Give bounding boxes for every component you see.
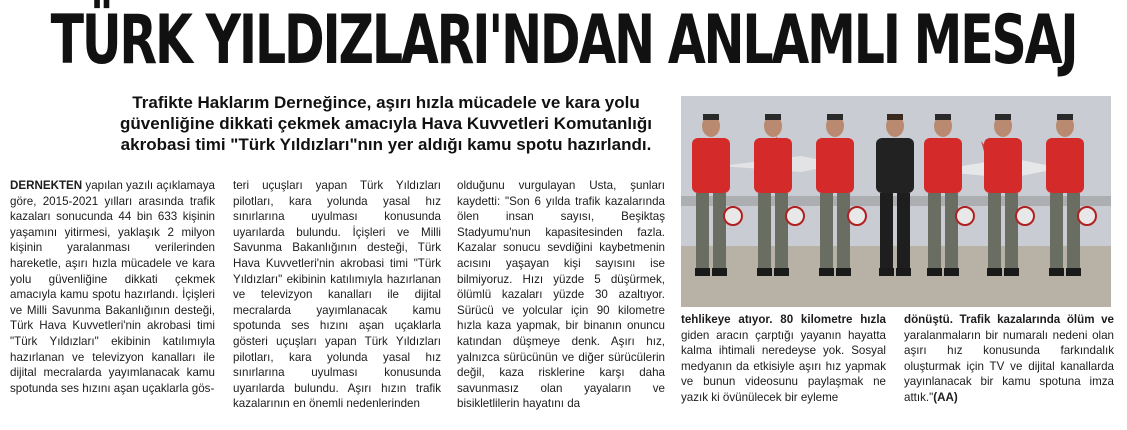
- column-2: [233, 178, 441, 412]
- column-4: [681, 312, 886, 406]
- photo-ground: [681, 246, 1111, 307]
- column-5: [904, 312, 1114, 406]
- column-3-text: olduğunu vurgulayan Usta, şunları kaydetti: "Son 6 yılda trafik kazalarında ölen insan sayısı, Beşiktaş Stadyumu'nun kapasitesinden fazla. Kazalar sonucu sevdiğini kaybetmenin acısını yaşayan kişi sayısını ise bilmiyoruz. Hızı yüzde 5 düşürmek, ölümlü kazaları yüzde 30 azaltıyor. Sürücü ve yolcular için 90 kilometre hızla kaza yapmak, bir binanın onuncu katından düşmeye denk. Aşırı hız, yalnızca sürücünün ve diğer sürücülerin değil, kaza risklerine karşı daha savunmasız olan yayaların ve bisikletlilerin hayatını da: [457, 179, 665, 411]
- team-photo-illustration: [681, 96, 1111, 307]
- column-1-lead: DERNEKTEN: [10, 179, 83, 192]
- source-tag: (AA): [933, 390, 958, 404]
- column-2-text: teri uçuşları yapan Türk Yıldızları pilotları, kara yolunda yasal hız sınırlarına uyulması konusunda uyarılarda bulundu. İçişleri ve Milli Savunma Bakanlığının desteği, Türk Hava Kuvvetleri'nin akrobasi timi "Türk Yıldızları" ekibinin katılımıyla hazırlanan ve televizyon kanalları ile dijital mecralarda yayımlanacak kamu spotunda ses hızını aşan uçaklarla gösteri uçuşları yapan Türk Yıldızları pilotları, kara yolunda yasal hız sınırlarına uyulması konusunda uyarılarda bulundu. Aşırı hızın trafik kazalarının en önemli nedenlerinden: [233, 179, 441, 411]
- column-3: [457, 178, 665, 412]
- column-4-text: giden aracın çarptığı yayanın hayatta kalma ihtimali neredeyse yok. Sosyal medyanın da etkisiyle aşırı hız yapmak ve bunun videosunu paylaşmak ne yazık ki övünülecek bir eyleme: [681, 328, 886, 404]
- spot-text: Trafikte Haklarım Derneğince, aşırı hızla mücadele ve kara yolu güvenliğine dikkati çekmek amacıyla Hava Kuvvetleri Komutanlığı akrobasi timi "Türk Yıldızları"nın yer aldığı kamu spotu hazırlandı.: [120, 93, 652, 154]
- column-5-lead: dönüştü. Trafik kazalarında ölüm ve: [904, 313, 1114, 326]
- column-1-text: yapılan yazılı açıklamaya göre, 2015-2021 yılları arasında trafik kazaları sonucunda 44 bin 633 kişinin yaşamını yitirmesi, yaklaşık 2 milyon kişinin yaralanması verilerinden hareketle, aşırı hızla mücadele ve kara yolu güvenliğine dikkati çekmek amacıyla kamu spotu hazırlandı. İçişleri ve Milli Savunma Bakanlığının desteği, Türk Hava Kuvvetleri'nin akrobasi timi "Türk Yıldızları" ekibinin katılımıyla hazırlanan ve televizyon kanalları ile dijital mecralarda yayımlanacak kamu spotunda ses hızını aşan uçaklarla gös-: [10, 179, 215, 395]
- column-4-lead: tehlikeye atıyor. 80 kilometre hızla: [681, 313, 886, 326]
- column-5-text: yaralanmaların bir numaralı nedeni olan aşırı hız konusunda farkındalık oluşturmak için TV ve dijital kanallarda yayınlanacak bir kamu spotuna imza attık.": [904, 328, 1114, 404]
- column-1: [10, 178, 215, 396]
- team-photo: [681, 96, 1111, 307]
- headline: TÜRK YILDIZLARI'NDAN ANLAMLI MESAJ: [50, 0, 1077, 80]
